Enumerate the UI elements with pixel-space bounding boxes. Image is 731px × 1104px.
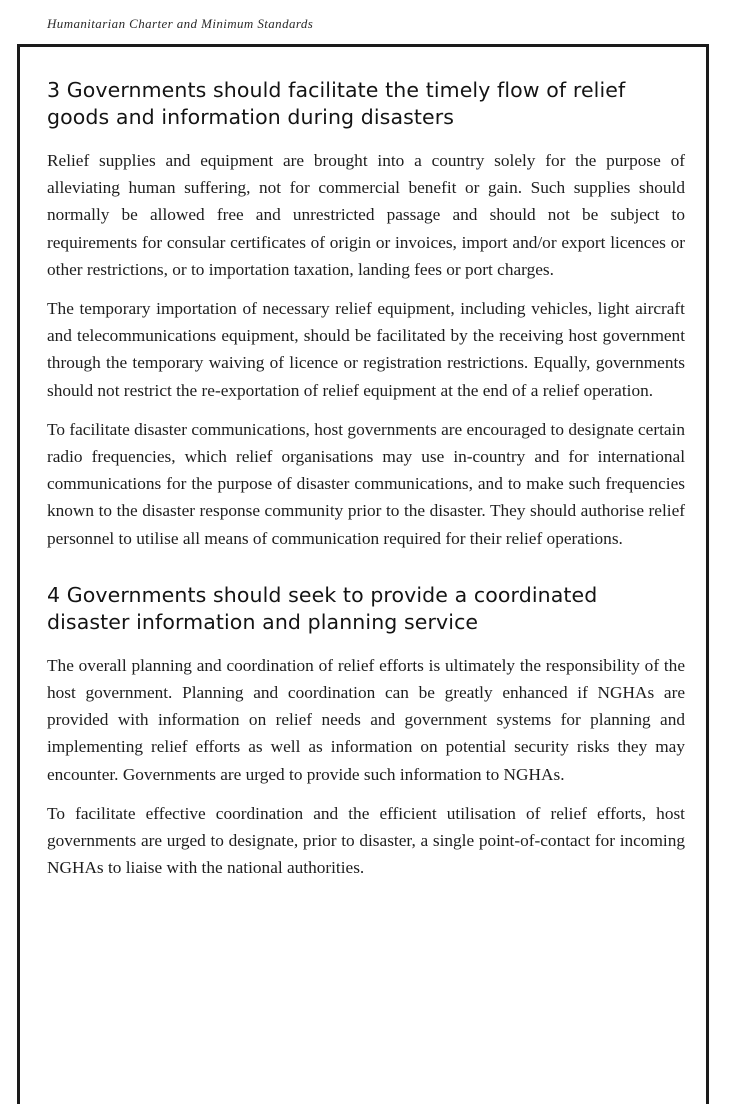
paragraph: To facilitate effective coordination and the efficient utilisation of relief efforts, host governments are urged to designate, prior to disaster, a single point-of-contact for incoming NGHAs to liaise with the national authorities. xyxy=(47,803,685,878)
paragraph: The temporary importation of necessary relief equipment, including vehicles, light aircraft and telecommunications equipment, should be facilitated by the receiving host government through the temporary waiving of licence or registration restrictions. Equally, governments should not restrict the re-exportation of relief equipment at the end of a relief operation. xyxy=(47,299,685,400)
section-heading: 3 Governments should facilitate the timely flow of relief goods and information during disasters xyxy=(47,78,626,129)
section-heading: 4 Governments should seek to provide a coordinated disaster information and planning service xyxy=(47,582,598,634)
running-header: Humanitarian Charter and Minimum Standards xyxy=(47,16,314,31)
paragraph: The overall planning and coordination of relief efforts is ultimately the responsibility of the host government. Planning and coordination can be greatly enhanced if NGHAs are provided with information on relief needs and government systems for planning and implementing relief efforts as well as information on potential security risks they may encounter. Governments are urged to provide such information to NGHAs. xyxy=(47,655,685,784)
paragraph: To facilitate disaster communications, host governments are encouraged to designate certain radio frequencies, which relief organisations may use in-country and for international communications for the purpose of disaster communications, and to make such frequencies known to the disaster response community prior to the disaster. They should authorise relief personnel to utilise all means of communication required for their relief operations. xyxy=(47,419,685,548)
paragraph: Relief supplies and equipment are brought into a country solely for the purpose of alleviating human suffering, not for commercial benefit or gain. Such supplies should normally be allowed free and unrestricted passage and should not be subject to requirements for consular certificates of origin or invoices, import and/or export licences or other restrictions, or to importation taxation, landing fees or port charges. xyxy=(47,151,685,279)
page-content xyxy=(47,77,685,893)
section-3 xyxy=(47,77,685,552)
section-4 xyxy=(47,582,685,882)
